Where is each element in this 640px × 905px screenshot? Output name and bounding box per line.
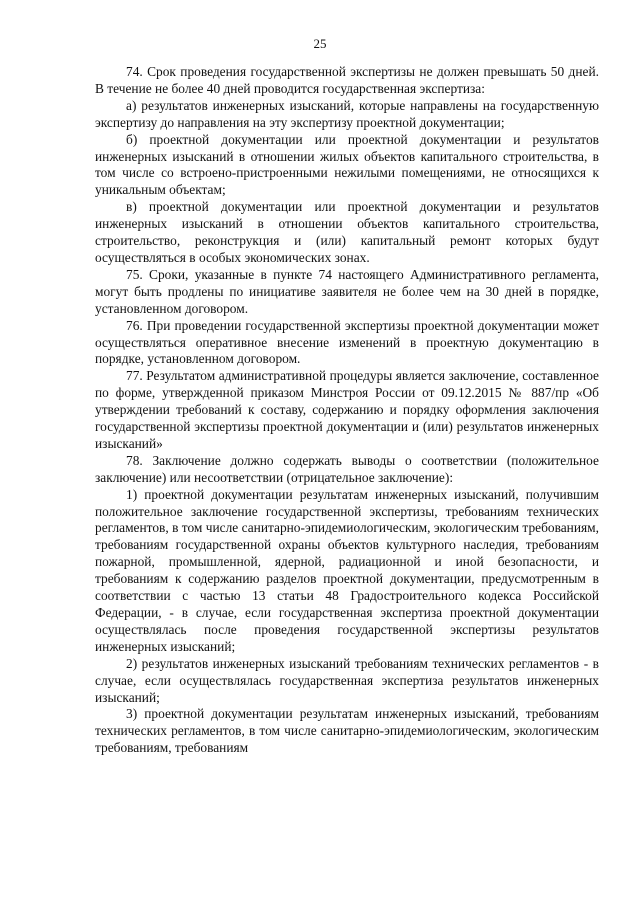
page-number: 25 — [313, 36, 327, 51]
paragraph-78: 78. Заключение должно содержать выводы о соответствии (положительное заключение) или несоответствии (отрицательное заключение): — [95, 452, 599, 485]
paragraph-74-b: б) проектной документации или проектной документации и результатов инженерных изысканий в отношении жилых объектов капитального строительства, в том числе со встроено-пристроенными нежилыми помещениями, не относящихся к уникальным объектам; — [95, 131, 599, 198]
paragraph-78-3: 3) проектной документации результатам инженерных изысканий, требованиям технических регламентов, в том числе санитарно-эпидемиологическим, экологическим требованиям, требованиям — [95, 706, 599, 756]
document-body — [95, 64, 599, 757]
paragraph-77: 77. Результатом административной процедуры является заключение, составленное по форме, утвержденной приказом Минстроя России от 09.12.2015 № 887/пр «Об утверждении требований к составу, содержанию и порядку оформления заключения государственной экспертизы проектной документации и (или) результатов инженерных изысканий» — [95, 368, 599, 451]
paragraph-74-a: а) результатов инженерных изысканий, которые направлены на государственную экспертизу до направления на эту экспертизу проектной документации; — [95, 97, 599, 130]
paragraph-78-2: 2) результатов инженерных изысканий требованиям технических регламентов - в случае, если осуществлялась государственная экспертиза результатов инженерных изысканий; — [95, 655, 599, 705]
paragraph-78-1: 1) проектной документации результатам инженерных изысканий, получившим положительное заключение государственной экспертизы, требованиям технических регламентов, в том числе санитарно-эпидемиологическим, экологическим требованиям, требованиям государственной охраны объектов культурного наследия, требованиям пожарной, промышленной, ядерной, радиационной и иной безопасности, и требованиям к содержанию разделов проектной документации, предусмотренным в соответствии с частью 13 статьи 48 Градостроительного кодекса Российской Федерации, - в случае, если государственная экспертиза проектной документации осуществлялась после проведения государственной экспертизы результатов инженерных изысканий; — [95, 486, 599, 654]
paragraph-75: 75. Сроки, указанные в пункте 74 настоящего Административного регламента, могут быть продлены по инициативе заявителя не более чем на 30 дней в порядке, установленном договором. — [95, 266, 599, 316]
paragraph-74-v: в) проектной документации или проектной документации и результатов инженерных изысканий в отношении объектов капитального строительства, строительство, реконструкция и (или) капитальный ремонт которых будут осуществляться в особых экономических зонах. — [95, 199, 599, 265]
paragraph-74: 74. Срок проведения государственной экспертизы не должен превышать 50 дней. В течение не более 40 дней проводится государственная экспертиза: — [95, 64, 599, 96]
paragraph-76: 76. При проведении государственной экспертизы проектной документации может осуществляться оперативное внесение изменений в проектную документацию в порядке, установленном договором. — [95, 317, 599, 367]
